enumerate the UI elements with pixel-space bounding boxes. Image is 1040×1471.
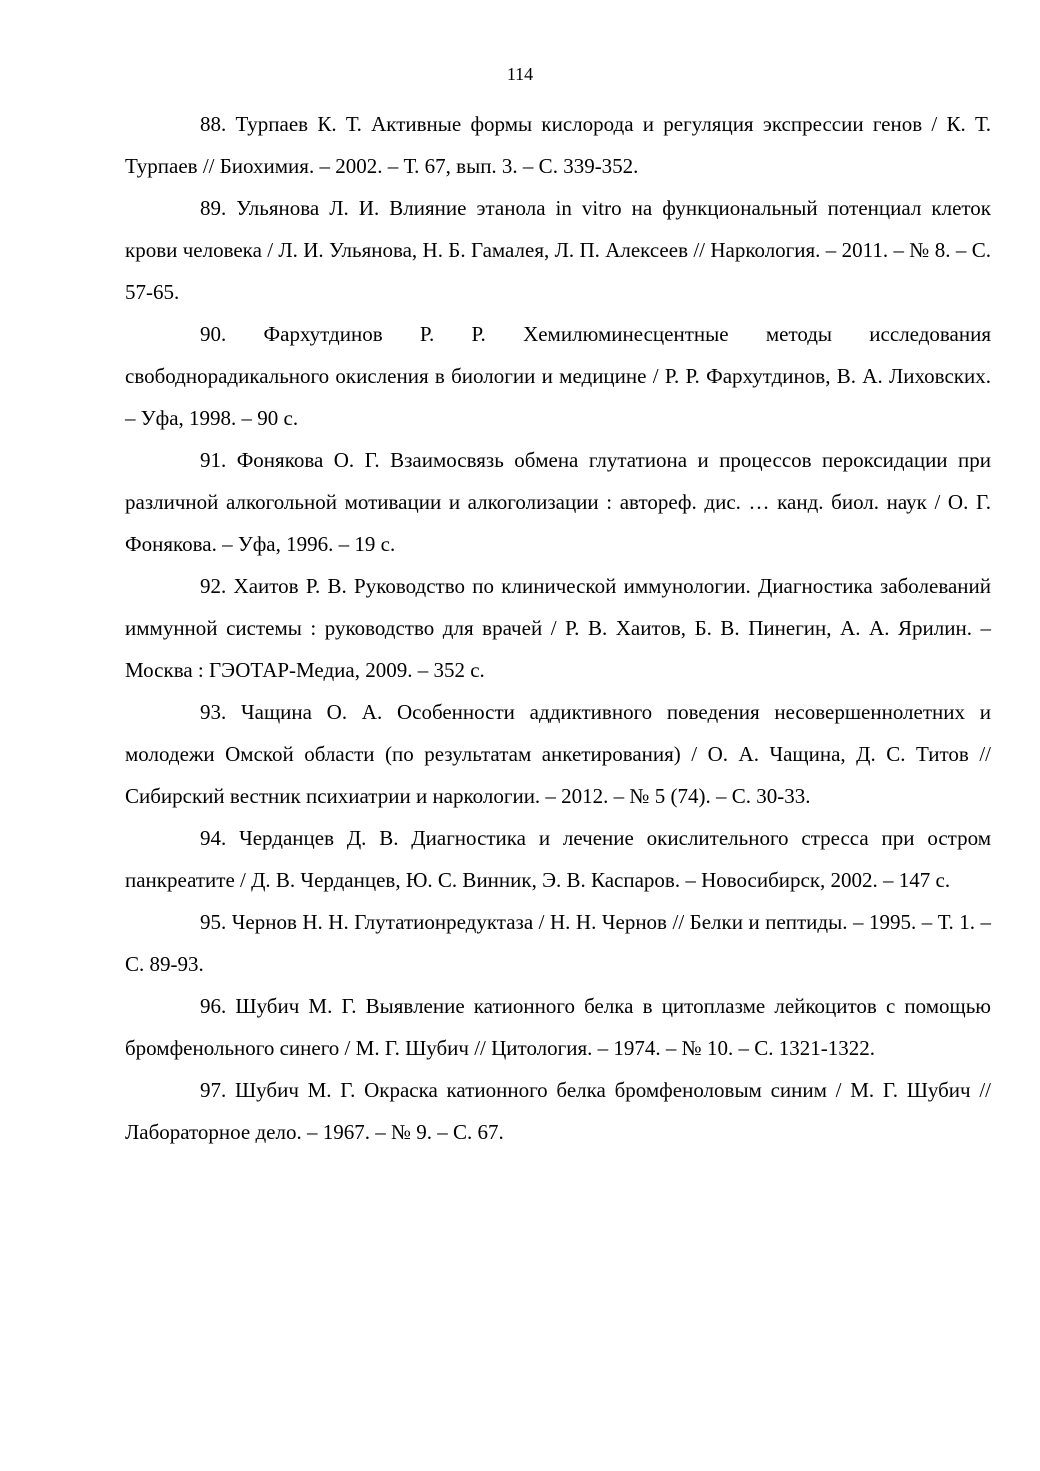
reference-92: 92. Хаитов Р. В. Руководство по клинической иммунологии. Диагностика заболеваний иммунной системы : руководство для врачей / Р. В. Хаитов, Б. В. Пинегин, А. А. Ярилин. – Москва : ГЭОТАР-Медиа, 2009. – 352 с. (125, 574, 991, 682)
reference-97: 97. Шубич М. Г. Окраска катионного белка бромфеноловым синим / М. Г. Шубич // Лабораторное дело. – 1967. – № 9. – С. 67. (125, 1078, 991, 1144)
reference-94: 94. Черданцев Д. В. Диагностика и лечение окислительного стресса при остром панкреатите / Д. В. Черданцев, Ю. С. Винник, Э. В. Каспаров. – Новосибирск, 2002. – 147 с. (125, 826, 991, 892)
page-number: 114 (506, 64, 534, 84)
reference-91: 91. Фонякова О. Г. Взаимосвязь обмена глутатиона и процессов пероксидации при различной алкогольной мотивации и алкоголизации : автореф. дис. … канд. биол. наук / О. Г. Фонякова. – Уфа, 1996. – 19 с. (125, 448, 991, 556)
reference-96: 96. Шубич М. Г. Выявление катионного белка в цитоплазме лейкоцитов с помощью бромфенольного синего / М. Г. Шубич // Цитология. – 1974. – № 10. – С. 1321-1322. (125, 994, 991, 1060)
reference-89: 89. Ульянова Л. И. Влияние этанола in vitro на функциональный потенциал клеток крови человека / Л. И. Ульянова, Н. Б. Гамалея, Л. П. Алексеев // Наркология. – 2011. – № 8. – С. 57-65. (125, 196, 991, 304)
reference-90: 90. Фархутдинов Р. Р. Хемилюминесцентные методы исследования свободнорадикального окисления в биологии и медицине / Р. Р. Фархутдинов, В. А. Лиховских. – Уфа, 1998. – 90 с. (125, 322, 991, 430)
reference-88: 88. Турпаев К. Т. Активные формы кислорода и регуляция экспрессии генов / К. Т. Турпаев // Биохимия. – 2002. – Т. 67, вып. 3. – С. 339-352. (125, 112, 991, 178)
reference-list (125, 103, 991, 1153)
reference-95: 95. Чернов Н. Н. Глутатионредуктаза / Н. Н. Чернов // Белки и пептиды. – 1995. – Т. 1. – С. 89-93. (125, 910, 991, 976)
reference-93: 93. Чащина О. А. Особенности аддиктивного поведения несовершеннолетних и молодежи Омской области (по результатам анкетирования) / О. А. Чащина, Д. С. Титов // Сибирский вестник психиатрии и наркологии. – 2012. – № 5 (74). – С. 30-33. (125, 700, 991, 808)
